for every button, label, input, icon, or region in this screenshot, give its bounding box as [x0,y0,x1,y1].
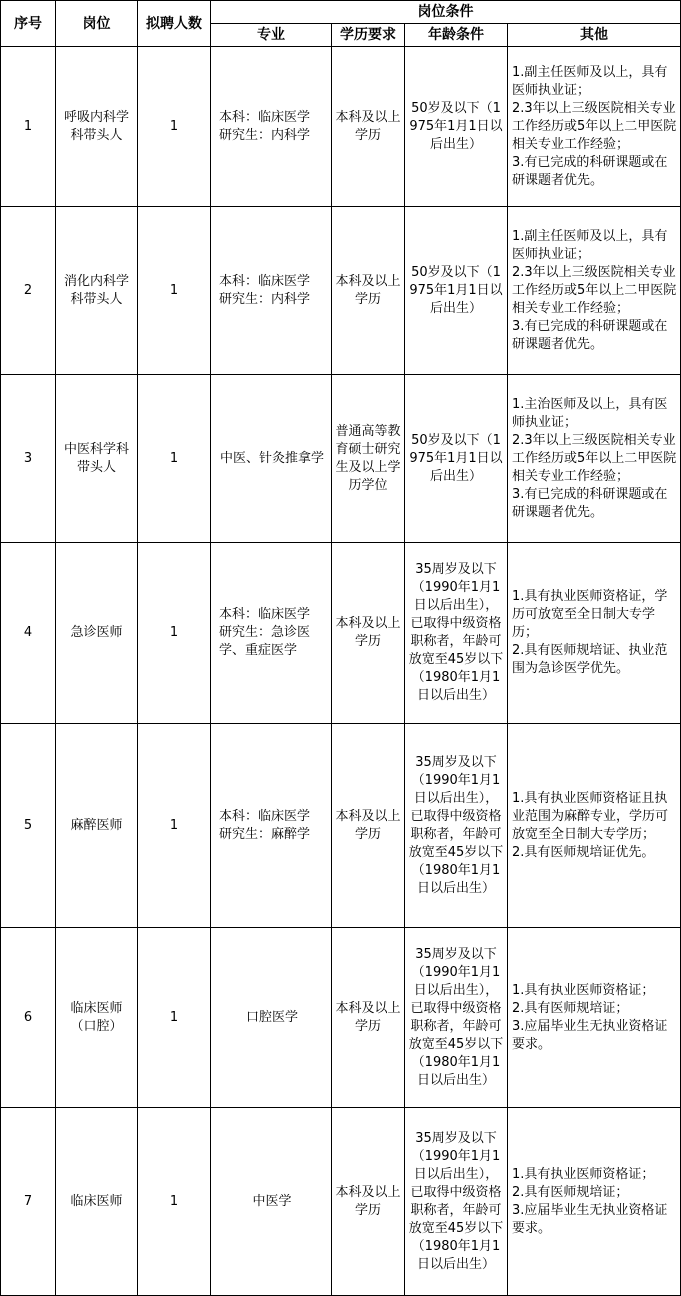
row-other [508,47,681,207]
row-count: 1 [138,928,211,1108]
row-position: 临床医师 [56,1108,138,1296]
major-line: 研究生：麻醉学 [219,826,311,842]
major-line: 本科：临床医学 [219,808,311,824]
row-position: 临床医师（口腔） [56,928,138,1108]
table-row [1,207,681,375]
row-other [508,724,681,928]
row-other [508,928,681,1108]
major-line: 口腔医学 [245,1009,298,1025]
major-line: 本科：临床医学 [219,109,311,125]
major-line: 研究生：内科学 [219,291,311,307]
table-row [1,47,681,207]
other-line: 3.有已完成的科研课题或在研课题者优先。 [512,318,668,352]
row-other [508,207,681,375]
other-line: 3.应届毕业生无执业资格证要求。 [512,1018,668,1052]
major-line: 中医、针灸推拿学 [219,450,324,466]
table-row [1,1108,681,1296]
table-row [1,724,681,928]
row-position: 消化内科学科带头人 [56,207,138,375]
row-major [211,724,332,928]
row-education: 本科及以上学历 [332,543,405,724]
row-age: 50岁及以下（1975年1月1日以后出生） [405,207,508,375]
row-seq: 3 [1,375,56,543]
row-count: 1 [138,207,211,375]
row-seq: 6 [1,928,56,1108]
row-major [211,1108,332,1296]
row-age: 35周岁及以下（1990年1月1日以后出生），已取得中级资格职称者，年龄可放宽至45岁以下（1980年1月1日以后出生） [405,928,508,1108]
major-line: 本科：临床医学 [219,273,311,289]
row-count: 1 [138,47,211,207]
row-position: 中医科学科带头人 [56,375,138,543]
row-age: 35周岁及以下（1990年1月1日以后出生），已取得中级资格职称者，年龄可放宽至45岁以下（1980年1月1日以后出生） [405,543,508,724]
major-line: 本科：临床医学 [219,607,311,622]
other-line: 1.具有执业医师资格证； [512,982,655,998]
row-position: 麻醉医师 [56,724,138,928]
other-line: 3.有已完成的科研课题或在研课题者优先。 [512,486,668,520]
table-body [1,47,681,1296]
header-education: 学历要求 [332,24,405,47]
row-age: 50岁及以下（1975年1月1日以后出生） [405,47,508,207]
other-line: 1.具有执业医师资格证，学历可放宽至全日制大专学历； [512,589,668,640]
row-seq: 4 [1,543,56,724]
other-line: 2.具有医师规培证、执业范围为急诊医学优先。 [512,643,668,676]
other-line: 1.副主任医师及以上，具有医师执业证； [512,64,668,98]
other-line: 2.3年以上三级医院相关专业工作经历或5年以上二甲医院相关专业工作经验； [512,432,677,484]
row-education: 本科及以上学历 [332,47,405,207]
row-age: 35周岁及以下（1990年1月1日以后出生），已取得中级资格职称者，年龄可放宽至45岁以下（1980年1月1日以后出生） [405,724,508,928]
row-age: 35周岁及以下（1990年1月1日以后出生），已取得中级资格职称者，年龄可放宽至45岁以下（1980年1月1日以后出生） [405,1108,508,1296]
row-count: 1 [138,1108,211,1296]
row-education: 本科及以上学历 [332,1108,405,1296]
major-line: 研究生：急诊医学、重症医学 [219,625,311,658]
other-line: 1.具有执业医师资格证； [512,1166,655,1182]
row-count: 1 [138,543,211,724]
row-position: 急诊医师 [56,543,138,724]
other-line: 3.有已完成的科研课题或在研课题者优先。 [512,154,668,188]
row-seq: 7 [1,1108,56,1296]
row-seq: 5 [1,724,56,928]
row-major [211,928,332,1108]
row-other [508,543,681,724]
header-seq: 序号 [1,1,56,47]
other-line: 2.具有医师规培证； [512,1000,629,1016]
row-education: 本科及以上学历 [332,928,405,1108]
table-row [1,928,681,1108]
row-major [211,47,332,207]
table-row [1,543,681,724]
other-line: 1.主治医师及以上，具有医师执业证； [512,396,668,430]
table-row [1,375,681,543]
header-major: 专业 [211,24,332,47]
row-seq: 2 [1,207,56,375]
row-count: 1 [138,375,211,543]
header-other: 其他 [508,24,681,47]
major-line: 中医学 [252,1193,292,1209]
other-line: 1.副主任医师及以上，具有医师执业证； [512,228,668,262]
header-age: 年龄条件 [405,24,508,47]
row-major [211,207,332,375]
header-position: 岗位 [56,1,138,47]
row-major [211,543,332,724]
row-education: 本科及以上学历 [332,724,405,928]
other-line: 2.3年以上三级医院相关专业工作经历或5年以上二甲医院相关专业工作经验； [512,100,677,152]
header-row-top [1,1,681,24]
row-major [211,375,332,543]
row-position: 呼吸内科学科带头人 [56,47,138,207]
other-line: 3.应届毕业生无执业资格证要求。 [512,1202,668,1236]
header-conditions: 岗位条件 [211,1,681,24]
row-education: 普通高等教育硕士研究生及以上学历学位 [332,375,405,543]
row-education: 本科及以上学历 [332,207,405,375]
row-count: 1 [138,724,211,928]
other-line: 2.具有医师规培证优先。 [512,844,655,860]
other-line: 2.具有医师规培证； [512,1184,629,1200]
other-line: 1.具有执业医师资格证且执业范围为麻醉专业，学历可放宽至全日制大专学历； [512,790,669,842]
row-other [508,1108,681,1296]
other-line: 2.3年以上三级医院相关专业工作经历或5年以上二甲医院相关专业工作经验； [512,264,677,316]
row-age: 50岁及以下（1975年1月1日以后出生） [405,375,508,543]
header-count: 拟聘人数 [138,1,211,47]
row-other [508,375,681,543]
row-seq: 1 [1,47,56,207]
major-line: 研究生：内科学 [219,127,311,143]
